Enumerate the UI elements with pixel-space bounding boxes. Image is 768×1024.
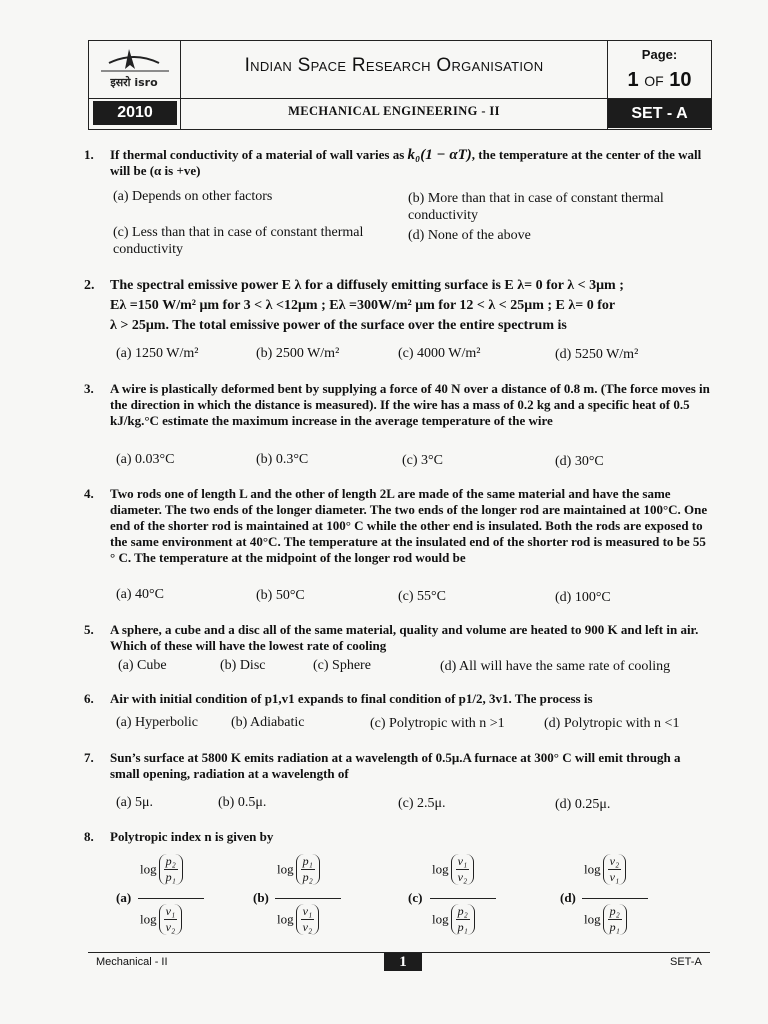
- numerator: v₂: [609, 854, 620, 868]
- option-7b: (b) 0.5μ.: [218, 795, 267, 810]
- paren-group: [296, 904, 320, 935]
- fraction-bar: [138, 898, 204, 899]
- denominator: p₁: [165, 870, 176, 884]
- option-1c: (c) Less than that in case of constant thermal conductivity: [113, 225, 364, 257]
- question-number: 3.: [84, 381, 94, 396]
- log-label: log: [584, 911, 601, 927]
- log-label: log: [277, 861, 294, 877]
- option-3b: (b) 0.3°C: [256, 452, 309, 467]
- footer-left: Mechanical - II: [96, 956, 168, 968]
- log-term: [140, 854, 183, 885]
- option-label: (d): [560, 890, 576, 905]
- question-5: [84, 622, 710, 654]
- log-label: log: [140, 861, 157, 877]
- question-text: [110, 276, 710, 336]
- fraction: [301, 904, 315, 935]
- option-label: (b): [253, 890, 269, 905]
- header-box: [88, 40, 712, 130]
- paren-group: [296, 854, 320, 885]
- option-1a: (a) Depends on other factors: [113, 189, 273, 204]
- question-number: 1.: [84, 147, 94, 162]
- option-4a: (a) 40°C: [116, 587, 164, 602]
- denominator: p₂: [302, 870, 313, 884]
- denominator: v₂: [302, 920, 313, 934]
- paren-group: [451, 904, 475, 935]
- fraction: [456, 854, 470, 885]
- question-8: [84, 829, 710, 845]
- fraction-bar: [275, 898, 341, 899]
- question-text: Polytropic index n is given by: [110, 829, 274, 844]
- question-text: Sun’s surface at 5800 K emits radiation at a wavelength of 0.5μ.A furnace at 300° C will emit through a small opening, radiation at a wavelength of: [110, 750, 681, 781]
- log-label: log: [432, 911, 449, 927]
- option-6a: (a) Hyperbolic: [116, 715, 199, 730]
- page-total: 10: [669, 69, 692, 91]
- footer-right: SET-A: [670, 956, 702, 968]
- question-line: λ > 25μm. The total emissive power of the surface over the entire spectrum is: [110, 318, 567, 333]
- option-5c: (c) Sphere: [313, 658, 371, 673]
- log-term: [432, 854, 474, 885]
- option-2d: (d) 5250 W/m²: [555, 347, 639, 362]
- fraction: [164, 854, 178, 885]
- footer-page-number: 1: [384, 953, 422, 971]
- option-8c: [408, 850, 518, 946]
- log-label: log: [277, 911, 294, 927]
- paren-group: [159, 854, 183, 885]
- option-7a: (a) 5μ.: [116, 795, 154, 810]
- option-label: (c): [408, 890, 423, 905]
- question-number: 8.: [84, 829, 94, 844]
- question-text: [110, 147, 710, 179]
- paren-group: [159, 904, 183, 935]
- option-8a: [116, 850, 226, 946]
- option-6c: (c) Polytropic with n >1: [370, 716, 505, 731]
- log-label: log: [584, 861, 601, 877]
- fraction: [301, 854, 315, 885]
- log-label: log: [432, 861, 449, 877]
- option-6b: (b) Adiabatic: [231, 715, 305, 730]
- log-label: log: [140, 911, 157, 927]
- option-3a: (a) 0.03°C: [116, 452, 175, 467]
- numerator: p₁: [302, 854, 313, 868]
- option-8b: [253, 850, 363, 946]
- fraction-bar: [582, 898, 648, 899]
- fraction: [608, 904, 622, 935]
- year-badge: 2010: [93, 101, 177, 125]
- org-name: Indian Space Research Organisation: [244, 55, 544, 76]
- paren-group: [603, 904, 627, 935]
- numerator: v₁: [165, 904, 176, 918]
- fraction: [456, 904, 470, 935]
- option-label: (a): [116, 890, 132, 905]
- numerator: v₁: [302, 904, 313, 918]
- question-text: A sphere, a cube and a disc all of the same material, quality and volume are heated to 900 K and left in air. Which of these will have the lowest rate of cooling: [110, 622, 699, 653]
- subject-title: MECHANICAL ENGINEERING - II: [288, 104, 500, 118]
- fraction: [164, 904, 178, 935]
- question-6: [84, 691, 710, 707]
- paren-group: [603, 854, 627, 885]
- question-text-part: , the temperature at the center of the wall will be (α is +ve): [110, 147, 702, 178]
- question-number: 4.: [84, 486, 94, 501]
- question-text: Two rods one of length L and the other of length 2L are made of the same material and have the same diameter. The two ends of the longer diameter. The two ends of the longer rod are maintained at 100°C. One end of the shorter rod is maintained at 100° C while the other end is insulated. Both the rods are exposed to the same environment at 40°C. The temperature at the insulated end of the shorter rod is measured to be 55 ° C. The temperature at the midpoint of the longer rod would be: [110, 486, 708, 565]
- option-6d: (d) Polytropic with n <1: [544, 716, 680, 731]
- option-2a: (a) 1250 W/m²: [116, 346, 199, 361]
- option-5a: (a) Cube: [118, 658, 167, 673]
- page-of: OF: [644, 73, 664, 89]
- question-number: 2.: [84, 278, 95, 293]
- page-number: [608, 69, 711, 92]
- paren-group: [451, 854, 475, 885]
- formula: k₀(1 − αT): [407, 147, 472, 163]
- numerator: p₂: [457, 904, 468, 918]
- log-term: [277, 854, 320, 885]
- question-number: 7.: [84, 750, 94, 765]
- numerator: p₂: [609, 904, 620, 918]
- log-term: [277, 904, 319, 935]
- question-line: Eλ =150 W/m² μm for 3 < λ <12μm ; Eλ =300W/m² μm for 12 < λ < 25μm ; E λ= 0 for: [110, 298, 616, 313]
- question-1: [84, 147, 710, 179]
- option-7d: (d) 0.25μ.: [555, 797, 611, 812]
- denominator: p₁: [609, 920, 620, 934]
- option-8d: [560, 850, 670, 946]
- question-line: The spectral emissive power E λ for a diffusely emitting surface is E λ= 0 for λ < 3μm ;: [110, 278, 624, 293]
- option-3c: (c) 3°C: [402, 453, 443, 468]
- denominator: p₁: [457, 920, 468, 934]
- denominator: v₁: [609, 870, 620, 884]
- log-term: [140, 904, 182, 935]
- log-term: [432, 904, 475, 935]
- isro-logo: [89, 41, 180, 98]
- option-5d: (d) All will have the same rate of cooling: [440, 659, 671, 674]
- option-4b: (b) 50°C: [256, 588, 305, 603]
- log-term: [584, 904, 627, 935]
- question-7: [84, 750, 710, 782]
- log-term: [584, 854, 626, 885]
- option-4c: (c) 55°C: [398, 589, 446, 604]
- option-1b: (b) More than that in case of constant thermal conductivity: [408, 191, 664, 223]
- set-badge: SET - A: [608, 99, 711, 128]
- question-3: [84, 381, 710, 429]
- question-text: Air with initial condition of p1,v1 expands to final condition of p1/2, 3v1. The process is: [110, 691, 593, 706]
- option-1d: (d) None of the above: [408, 228, 531, 243]
- question-text: A wire is plastically deformed bent by supplying a force of 40 N over a distance of 0.8 m. (The force moves in the direction in which the distance is measured). If the wire has a mass of 0.2 kg and a specific heat of 0.5 kJ/kg.°C estimate the maximum increase in the average temperature of the wire: [110, 381, 710, 428]
- question-4: [84, 486, 710, 566]
- fraction: [608, 854, 622, 885]
- page-current: 1: [627, 69, 639, 91]
- question-number: 6.: [84, 691, 94, 706]
- q8-options: [0, 850, 768, 950]
- question-text-part: If thermal conductivity of a material of wall varies as: [110, 147, 408, 162]
- option-2b: (b) 2500 W/m²: [256, 346, 340, 361]
- question-2: [84, 276, 710, 336]
- numerator: v₁: [457, 854, 468, 868]
- fraction-bar: [430, 898, 496, 899]
- denominator: v₂: [457, 870, 468, 884]
- page-label: Page:: [641, 47, 678, 62]
- denominator: v₂: [165, 920, 176, 934]
- numerator: p₂: [165, 854, 176, 868]
- option-5b: (b) Disc: [220, 658, 266, 673]
- option-7c: (c) 2.5μ.: [398, 796, 446, 811]
- question-number: 5.: [84, 622, 94, 637]
- option-3d: (d) 30°C: [555, 454, 604, 469]
- option-2c: (c) 4000 W/m²: [398, 346, 481, 361]
- option-4d: (d) 100°C: [555, 590, 611, 605]
- logo-text: इसरो isro: [110, 76, 158, 89]
